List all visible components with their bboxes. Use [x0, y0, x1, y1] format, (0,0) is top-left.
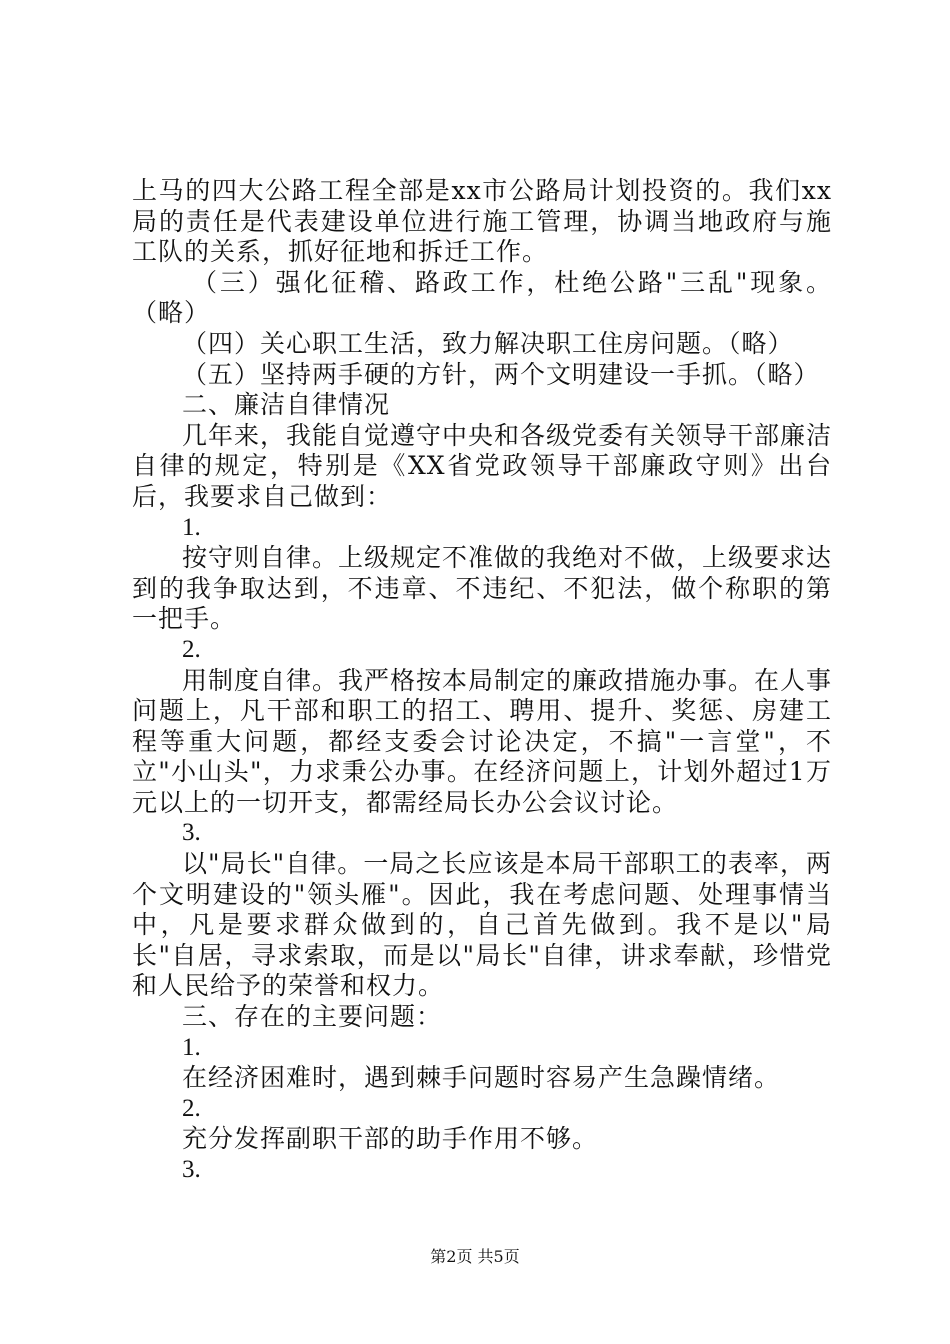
list-number: 3. — [182, 1156, 201, 1183]
paragraph: 以"局长"自律。一局之长应该是本局干部职工的表率，两个文明建设的"领头雁"。因此，我在考虑问题、处理事情当中，凡是要求群众做到的，自己首先做到。我不是以"局长"自居，寻求索取，而是以"局长"自律，讲求奉献，珍惜党和人民给予的荣誉和权力。 — [132, 849, 832, 1001]
list-number: 2. — [182, 1094, 201, 1122]
paragraph: （三）强化征稽、路政工作，杜绝公路"三乱"现象。（略） — [132, 267, 832, 328]
list-number: 3. — [182, 819, 201, 847]
paragraph: 二、廉洁自律情况 — [182, 390, 391, 420]
paragraph: 几年来，我能自觉遵守中央和各级党委有关领导干部廉洁自律的规定，特别是《XX省党政领导干部廉政守则》出台后，我要求自己做到： — [132, 420, 833, 511]
paragraph: （五）坚持两手硬的方针，两个文明建设一手抓。（略） — [182, 359, 820, 389]
paragraph: 上马的四大公路工程全部是xx市公路局计划投资的。我们xx局的责任是代表建设单位进行施工管理，协调当地政府与施工队的关系，抓好征地和拆迁工作。 — [132, 176, 832, 267]
list-number: 2. — [182, 635, 201, 663]
list-number: 1. — [182, 1033, 201, 1061]
page-footer: 第2页 共5页 — [430, 1247, 520, 1266]
paragraph: 在经济困难时，遇到棘手问题时容易产生急躁情绪。 — [182, 1063, 781, 1093]
list-number: 1. — [182, 513, 201, 541]
document-body — [132, 176, 832, 1186]
paragraph: （四）关心职工生活，致力解决职工住房问题。（略） — [182, 328, 794, 358]
paragraph: 按守则自律。上级规定不准做的我绝对不做，上级要求达到的我争取达到，不违章、不违纪、不犯法，做个称职的第一把手。 — [132, 543, 833, 634]
paragraph: 充分发挥副职干部的助手作用不够。 — [182, 1124, 599, 1154]
paragraph: 三、存在的主要问题： — [182, 1002, 443, 1032]
paragraph: 用制度自律。我严格按本局制定的廉政措施办事。在人事问题上，凡干部和职工的招工、聘用、提升、奖惩、房建工程等重大问题，都经支委会讨论决定，不搞"一言堂"，不立"小山头"，力求秉公办事。在经济问题上，计划外超过1万元以上的一切开支，都需经局长办公会议讨论。 — [132, 665, 833, 817]
